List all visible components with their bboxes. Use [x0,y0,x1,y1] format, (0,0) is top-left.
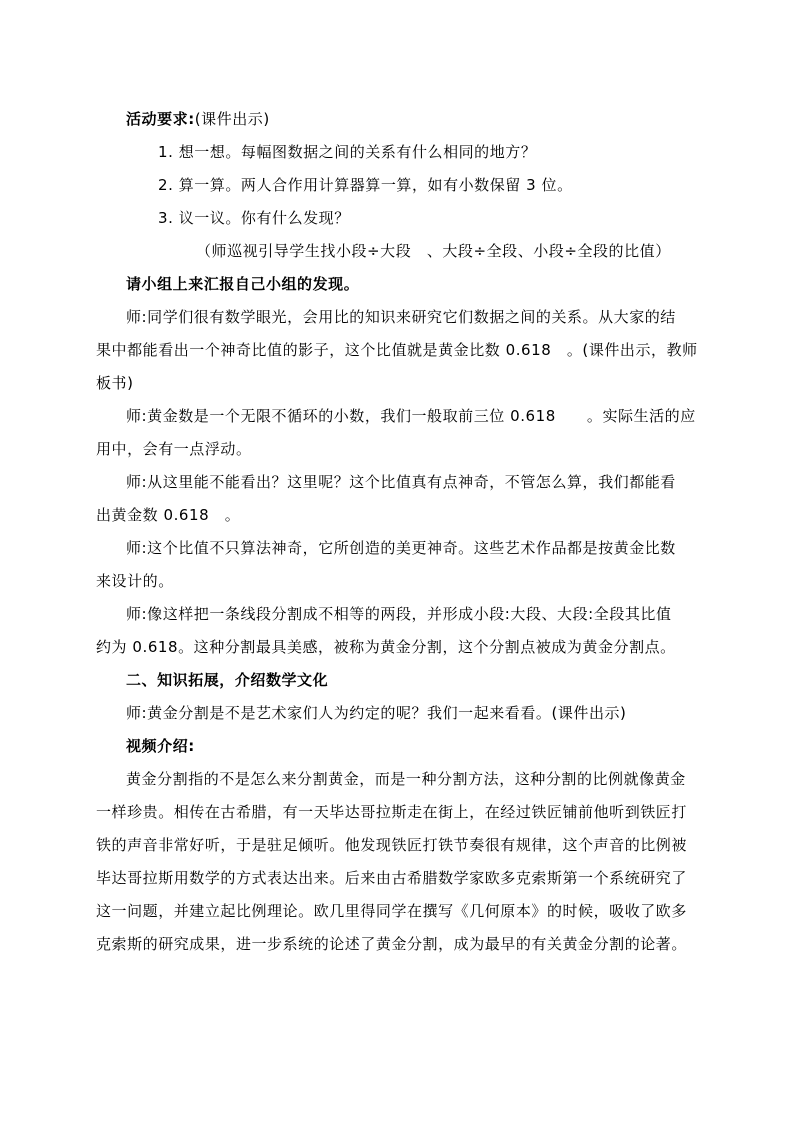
paragraph-line: 用中，会有一点浮动。 [96,440,252,458]
paragraph-line: 师:黄金数是一个无限不循环的小数，我们一般取前三位 0.618 。实际生活的应 [126,407,696,425]
paragraph-line: 约为 0.618。这种分割最具美感，被称为黄金分割，这个分割点被成为黄金分割点。 [96,638,676,656]
activity-requirements-line [96,103,702,136]
paragraph-line: 一样珍贵。相传在古希腊，有一天毕达哥拉斯走在街上，在经过铁匠铺前他听到铁匠打 [96,803,687,821]
activity-requirements-note: (课件出示) [194,110,270,128]
activity-requirements-heading: 活动要求: [126,110,195,128]
list-item: 3. 议一议。你有什么发现？ [158,209,350,227]
paragraph-line: 师:像这样把一条线段分割成不相等的两段，并形成小段:大段、大段:全段其比值 [126,605,672,623]
list-item: 2. 算一算。两人合作用计算器算一算，如有小数保留 3 位。 [158,176,573,194]
paragraph-line: 毕达哥拉斯用数学的方式表达出来。后来由古希腊数学家欧多克索斯第一个系统研究了 [96,869,687,887]
document-body [96,103,702,961]
paragraph-line: 这一问题，并建立起比例理论。欧几里得同学在撰写《几何原本》的时候，吸收了欧多 [96,902,687,920]
teacher-guidance-note: （师巡视引导学生找小段÷大段 、大段÷全段、小段÷全段的比值） [196,242,671,260]
paragraph-line: 师:这个比值不只算法神奇，它所创造的美更神奇。这些艺术作品都是按黄金比数 [126,539,676,557]
paragraph-line: 出黄金数 0.618 。 [96,506,241,524]
paragraph-line: 克索斯的研究成果，进一步系统的论述了黄金分割，成为最早的有关黄金分割的论著。 [96,935,687,953]
paragraph-line: 果中都能看出一个神奇比值的影子，这个比值就是黄金比数 0.618 。(课件出示，教师 [96,341,698,359]
group-report-heading: 请小组上来汇报自己小组的发现。 [126,275,360,293]
paragraph-line: 来设计的。 [96,572,174,590]
paragraph-line: 师:黄金分割是不是艺术家们人为约定的呢？我们一起来看看。(课件出示) [126,704,627,722]
paragraph-line: 师:从这里能不能看出？这里呢？这个比值真有点神奇，不管怎么算，我们都能看 [126,473,676,491]
paragraph-line: 板书) [96,374,134,392]
video-intro-heading: 视频介绍: [126,737,195,755]
paragraph-line: 黄金分割指的不是怎么来分割黄金，而是一种分割方法，这种分割的比例就像黄金 [126,770,686,788]
list-item: 1. 想一想。每幅图数据之间的关系有什么相同的地方？ [158,143,537,161]
paragraph-line: 师:同学们很有数学眼光，会用比的知识来研究它们数据之间的关系。从大家的结 [126,308,676,326]
paragraph-line: 铁的声音非常好听，于是驻足倾听。他发现铁匠打铁节奏很有规律，这个声音的比例被 [96,836,687,854]
section-heading: 二、知识拓展，介绍数学文化 [126,671,329,689]
